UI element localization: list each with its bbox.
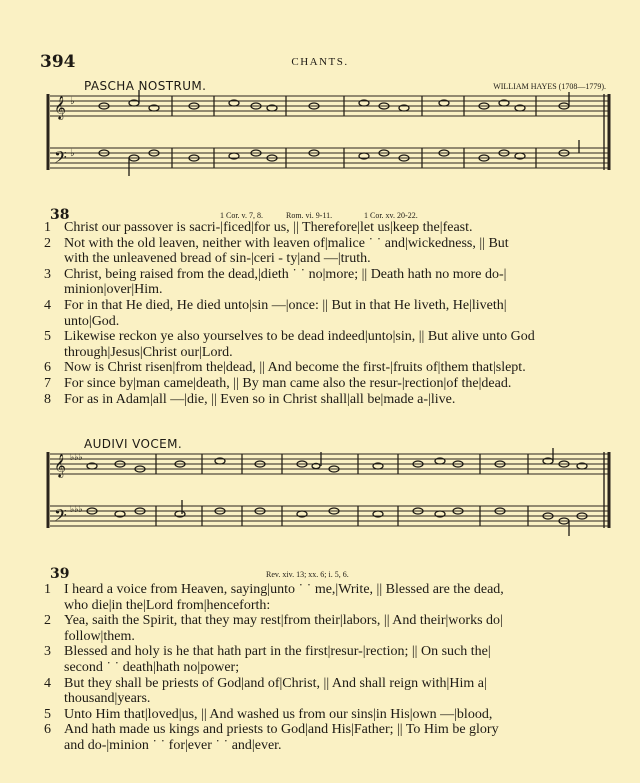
music-score-1 <box>44 90 614 190</box>
verse-line: Yea, saith the Spirit, that they may rest|from their|labors, || And their|works do| <box>64 613 503 629</box>
verse-line: But they shall be priests of God|and of|Christ, || And shall reign with|Him a| <box>64 675 487 691</box>
verse: 1 I heard a voice from Heaven, saying|unto ˙ ˙ me,|Write, || Blessed are the dead, <box>44 582 504 597</box>
svg-text:𝄢: 𝄢 <box>54 147 67 171</box>
tune-title-1: PASCHA NOSTRUM. <box>84 79 207 93</box>
verse: 2 Yea, saith the Spirit, that they may rest|from their|labors, || And their|works do| <box>44 613 503 629</box>
verse-line: Christ our passover is sacri-|ficed|for us, || Therefore|let us|keep the|feast. <box>64 220 473 235</box>
composer: WILLIAM HAYES (1708—1779). <box>493 82 606 91</box>
scripture-ref: Rom. vi. 9-11. <box>286 211 333 220</box>
verses-38 <box>44 220 624 407</box>
verses-39 <box>44 582 624 754</box>
verse-line: For since by|man came|death, || By man came also the resur-|rection|of the|dead. <box>64 375 512 391</box>
verse-line: second ˙ ˙ death|hath no|power; <box>64 659 240 675</box>
verse: 8 For as in Adam|all —|die, || Even so in Christ shall|all be|made a-|live. <box>44 391 456 407</box>
scripture-ref: 1 Cor. xv. 20-22. <box>364 211 418 220</box>
verse: 5 Likewise reckon ye also yourselves to be dead indeed|unto|sin, || But alive unto God <box>44 329 535 345</box>
verse: 4 But they shall be priests of God|and of|Christ, || And shall reign with|Him a| <box>44 675 487 691</box>
chant-number: 39 <box>50 566 70 582</box>
svg-text:♭♭♭: ♭♭♭ <box>70 453 83 463</box>
verse: 6 Now is Christ risen|from the|dead, || And become the first-|fruits of|them that|slept. <box>44 360 526 376</box>
page-number: 394 <box>40 52 76 72</box>
verse-line: who die|in the|Lord from|henceforth: <box>64 597 271 613</box>
verse: 4 For in that He died, He died unto|sin —|once: || But in that He liveth, He|liveth| <box>44 297 507 313</box>
music-score-2 <box>44 448 614 548</box>
verse-line: and do-|minion ˙ ˙ for|ever ˙ ˙ and|ever. <box>64 737 282 753</box>
verse-line: through|Jesus|Christ our|Lord. <box>64 344 233 360</box>
running-head: CHANTS. <box>291 56 349 68</box>
verse-line: minion|over|Him. <box>64 282 163 298</box>
verse-line: Now is Christ risen|from the|dead, || And become the first-|fruits of|them that|slept. <box>64 360 526 376</box>
chant-number: 38 <box>50 207 70 223</box>
svg-text:𝄢: 𝄢 <box>54 505 67 529</box>
verse-line: Not with the old leaven, neither with leaven of|malice ˙ ˙ and|wickedness, || But <box>64 235 509 251</box>
verse-line: For as in Adam|all —|die, || Even so in Christ shall|all be|made a-|live. <box>64 391 456 407</box>
scripture-ref: 1 Cor. v. 7, 8. <box>220 211 264 220</box>
tune-title-2: AUDIVI VOCEM. <box>84 437 183 451</box>
verse: 7 For since by|man came|death, || By man came also the resur-|rection|of the|dead. <box>44 375 512 391</box>
verse: 5 Unto Him that|loved|us, || And washed us from our sins|in His|own —|blood, <box>44 706 493 722</box>
svg-text:♭: ♭ <box>70 96 75 107</box>
svg-text:♭♭♭: ♭♭♭ <box>70 505 83 515</box>
verse: 1 Christ our passover is sacri-|ficed|for us, || Therefore|let us|keep the|feast. <box>44 220 473 235</box>
verse: 3 Christ, being raised from the dead,|dieth ˙ ˙ no|more; || Death hath no more do-| <box>44 266 507 282</box>
svg-text:𝄞: 𝄞 <box>54 453 66 477</box>
scripture-ref: Rev. xiv. 13; xx. 6; i. 5, 6. <box>266 570 349 579</box>
verse-line: Unto Him that|loved|us, || And washed us from our sins|in His|own —|blood, <box>64 706 493 722</box>
verse-line: follow|them. <box>64 628 135 644</box>
svg-text:♭: ♭ <box>70 148 75 159</box>
verse-line: unto|God. <box>64 313 120 329</box>
verse-line: For in that He died, He died unto|sin —|once: || But in that He liveth, He|liveth| <box>64 297 507 313</box>
verse: 3 Blessed and holy is he that hath part in the first|resur-|rection; || On such the| <box>44 644 491 660</box>
verse-line: with the unleavened bread of sin-|ceri - ty|and —|truth. <box>64 251 371 267</box>
verse: 2 Not with the old leaven, neither with leaven of|malice ˙ ˙ and|wickedness, || But <box>44 235 509 251</box>
verse-line: And hath made us kings and priests to God|and His|Father; || To Him be glory <box>64 722 499 738</box>
verse-line: Likewise reckon ye also yourselves to be dead indeed|unto|sin, || But alive unto God <box>64 329 535 345</box>
verse: 6 And hath made us kings and priests to God|and His|Father; || To Him be glory <box>44 722 499 738</box>
verse-line: I heard a voice from Heaven, saying|unto ˙ ˙ me,|Write, || Blessed are the dead, <box>64 582 504 597</box>
verse-line: Blessed and holy is he that hath part in the first|resur-|rection; || On such the| <box>64 644 491 660</box>
chant-header-39 <box>50 566 620 582</box>
verse-line: Christ, being raised from the dead,|dieth ˙ ˙ no|more; || Death hath no more do-| <box>64 266 507 282</box>
verse-line: thousand|years. <box>64 691 151 707</box>
svg-text:𝄞: 𝄞 <box>54 95 66 119</box>
